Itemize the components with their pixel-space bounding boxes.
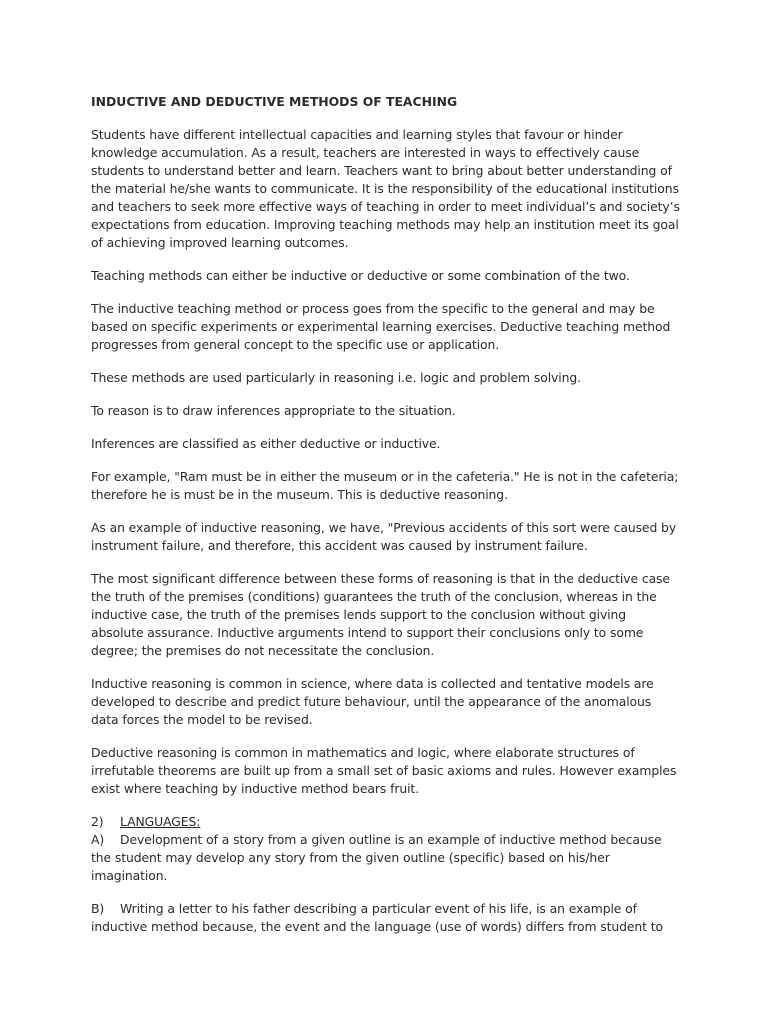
section-number: 2) — [91, 814, 104, 829]
section-heading: LANGUAGES: — [120, 814, 201, 829]
languages-section — [91, 813, 681, 936]
paragraph: Deductive reasoning is common in mathematics and logic, where elaborate structures of irrefutable theorems are built up from a small set of basic axioms and rules. However examples exist where teaching by inductive method bears fruit. — [91, 745, 677, 796]
paragraph: Inductive reasoning is common in science, where data is collected and tentative models are developed to describe and predict future behaviour, until the appearance of the anomalous data forces the model to be revised. — [91, 676, 654, 727]
document-page — [91, 93, 681, 936]
paragraph: For example, "Ram must be in either the museum or in the cafeteria." He is not in the cafeteria; therefore he is must be in the museum. This is deductive reasoning. — [91, 469, 679, 502]
list-item-label: B) — [91, 901, 105, 916]
list-item-b — [91, 900, 681, 936]
paragraph: Inferences are classified as either deductive or inductive. — [91, 436, 441, 451]
list-item-text: Writing a letter to his father describing a particular event of his life, is an example of inductive method because, the event and the language (use of words) differs from student to — [91, 901, 663, 934]
list-item-label: A) — [91, 832, 105, 847]
section-heading-line — [91, 813, 681, 831]
list-item-text: Development of a story from a given outline is an example of inductive method because the student may develop any story from the given outline (specific) based on his/her imagination. — [91, 832, 662, 883]
list-item-a — [91, 831, 681, 885]
paragraph: The inductive teaching method or process goes from the specific to the general and may be based on specific experiments or experimental learning exercises. Deductive teaching method progresses from general concept to the specific use or application. — [91, 301, 671, 352]
paragraph: These methods are used particularly in reasoning i.e. logic and problem solving. — [91, 370, 581, 385]
paragraph: Teaching methods can either be inductive or deductive or some combination of the two. — [91, 268, 630, 283]
paragraph: As an example of inductive reasoning, we have, "Previous accidents of this sort were caused by instrument failure, and therefore, this accident was caused by instrument failure. — [91, 520, 677, 553]
paragraph: To reason is to draw inferences appropriate to the situation. — [91, 403, 456, 418]
paragraph-intro: Students have different intellectual capacities and learning styles that favour or hinder knowledge accumulation. As a result, teachers are interested in ways to effectively cause students to understand better and learn. Teachers want to bring about better understanding of the material he/she wants to communicate. It is the responsibility of the educational institutions and teachers to seek more effective ways of teaching in order to meet individual’s and society’s expectations from education. Improving teaching methods may help an institution meet its goal of achieving improved learning outcomes. — [91, 127, 680, 250]
document-title: INDUCTIVE AND DEDUCTIVE METHODS OF TEACHING — [91, 94, 458, 109]
paragraph: The most significant difference between these forms of reasoning is that in the deductive case the truth of the premises (conditions) guarantees the truth of the conclusion, whereas in the inductive case, the truth of the premises lends support to the conclusion without giving absolute assurance. Inductive arguments intend to support their conclusions only to some degree; the premises do not necessitate the conclusion. — [91, 571, 670, 658]
